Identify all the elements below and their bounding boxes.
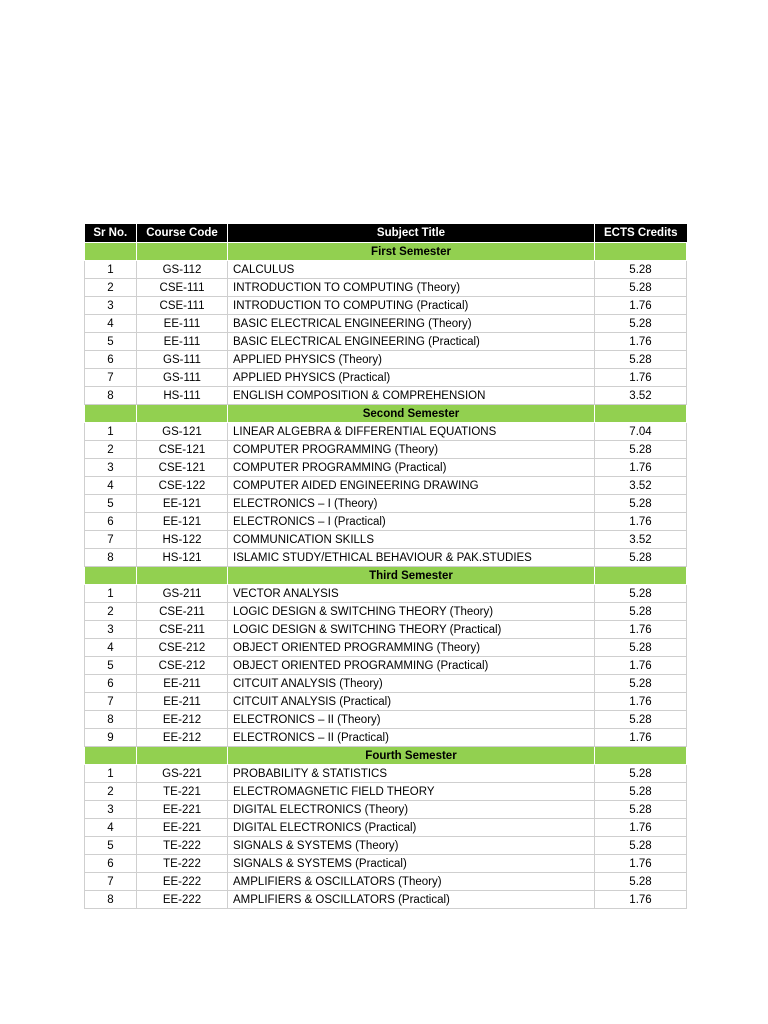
subject-title-cell: VECTOR ANALYSIS	[228, 585, 595, 603]
table-row	[85, 513, 687, 531]
ects-credits-cell: 5.28	[595, 873, 687, 891]
sr-no-cell: 6	[85, 351, 137, 369]
sr-no-cell: 6	[85, 855, 137, 873]
semester-blank-cell	[85, 567, 137, 585]
ects-credits-cell: 5.28	[595, 279, 687, 297]
ects-credits-cell: 1.76	[595, 693, 687, 711]
ects-credits-cell: 5.28	[595, 351, 687, 369]
course-code-cell: HS-121	[137, 549, 228, 567]
subject-title-cell: AMPLIFIERS & OSCILLATORS (Theory)	[228, 873, 595, 891]
table-row	[85, 711, 687, 729]
course-code-cell: EE-221	[137, 801, 228, 819]
course-code-cell: TE-222	[137, 837, 228, 855]
subject-title-cell: ELECTRONICS – II (Theory)	[228, 711, 595, 729]
course-code-cell: CSE-122	[137, 477, 228, 495]
table-row	[85, 297, 687, 315]
table-row	[85, 279, 687, 297]
ects-credits-cell: 1.76	[595, 333, 687, 351]
semester-blank-cell	[595, 567, 687, 585]
semester-blank-cell	[595, 243, 687, 261]
course-code-cell: CSE-211	[137, 621, 228, 639]
course-code-cell: CSE-121	[137, 459, 228, 477]
ects-credits-cell: 5.28	[595, 495, 687, 513]
subject-title-cell: ELECTRONICS – II (Practical)	[228, 729, 595, 747]
sr-no-cell: 8	[85, 711, 137, 729]
sr-no-cell: 2	[85, 603, 137, 621]
table-row	[85, 693, 687, 711]
sr-no-cell: 7	[85, 369, 137, 387]
semester-title: First Semester	[228, 243, 595, 261]
semester-blank-cell	[595, 405, 687, 423]
table-row	[85, 675, 687, 693]
table-row	[85, 729, 687, 747]
course-code-cell: TE-221	[137, 783, 228, 801]
course-code-cell: CSE-121	[137, 441, 228, 459]
table-row	[85, 657, 687, 675]
semester-title: Fourth Semester	[228, 747, 595, 765]
course-code-cell: EE-211	[137, 693, 228, 711]
course-code-cell: EE-221	[137, 819, 228, 837]
sr-no-cell: 6	[85, 675, 137, 693]
sr-no-cell: 1	[85, 585, 137, 603]
sr-no-cell: 1	[85, 261, 137, 279]
course-code-cell: EE-212	[137, 711, 228, 729]
ects-credits-cell: 1.76	[595, 819, 687, 837]
table-row	[85, 891, 687, 909]
course-code-cell: EE-211	[137, 675, 228, 693]
sr-no-cell: 9	[85, 729, 137, 747]
ects-credits-cell: 1.76	[595, 729, 687, 747]
sr-no-cell: 2	[85, 441, 137, 459]
subject-title-cell: COMPUTER AIDED ENGINEERING DRAWING	[228, 477, 595, 495]
semester-blank-cell	[137, 243, 228, 261]
ects-credits-cell: 3.52	[595, 387, 687, 405]
ects-credits-cell: 1.76	[595, 891, 687, 909]
subject-title-cell: CITCUIT ANALYSIS (Practical)	[228, 693, 595, 711]
course-code-cell: HS-111	[137, 387, 228, 405]
course-code-cell: GS-112	[137, 261, 228, 279]
table-row	[85, 459, 687, 477]
ects-credits-cell: 5.28	[595, 261, 687, 279]
table-row	[85, 819, 687, 837]
table-row	[85, 549, 687, 567]
table-row	[85, 423, 687, 441]
ects-credits-cell: 1.76	[595, 855, 687, 873]
subject-title-cell: LOGIC DESIGN & SWITCHING THEORY (Theory)	[228, 603, 595, 621]
table-row	[85, 477, 687, 495]
ects-credits-cell: 1.76	[595, 621, 687, 639]
sr-no-cell: 2	[85, 279, 137, 297]
subject-title-cell: APPLIED PHYSICS (Practical)	[228, 369, 595, 387]
course-code-cell: CSE-111	[137, 297, 228, 315]
semester-heading-row	[85, 405, 687, 423]
ects-credits-cell: 5.28	[595, 711, 687, 729]
course-code-cell: CSE-211	[137, 603, 228, 621]
header-ects-credits: ECTS Credits	[595, 224, 687, 243]
header-course-code: Course Code	[137, 224, 228, 243]
subject-title-cell: BASIC ELECTRICAL ENGINEERING (Theory)	[228, 315, 595, 333]
subject-title-cell: CITCUIT ANALYSIS (Theory)	[228, 675, 595, 693]
subject-title-cell: LOGIC DESIGN & SWITCHING THEORY (Practical)	[228, 621, 595, 639]
subject-title-cell: INTRODUCTION TO COMPUTING (Theory)	[228, 279, 595, 297]
ects-credits-cell: 1.76	[595, 459, 687, 477]
sr-no-cell: 5	[85, 333, 137, 351]
table-header	[85, 224, 687, 243]
sr-no-cell: 4	[85, 315, 137, 333]
header-sr-no: Sr No.	[85, 224, 137, 243]
course-code-cell: EE-212	[137, 729, 228, 747]
ects-credits-cell: 5.28	[595, 675, 687, 693]
sr-no-cell: 8	[85, 387, 137, 405]
ects-credits-cell: 5.28	[595, 783, 687, 801]
sr-no-cell: 5	[85, 495, 137, 513]
ects-credits-cell: 5.28	[595, 765, 687, 783]
sr-no-cell: 2	[85, 783, 137, 801]
semester-blank-cell	[85, 747, 137, 765]
semester-blank-cell	[137, 747, 228, 765]
table-row	[85, 837, 687, 855]
table-row	[85, 603, 687, 621]
semester-blank-cell	[137, 567, 228, 585]
ects-credits-cell: 5.28	[595, 549, 687, 567]
semester-heading-row	[85, 567, 687, 585]
course-code-cell: EE-121	[137, 495, 228, 513]
semester-blank-cell	[85, 405, 137, 423]
subject-title-cell: ELECTRONICS – I (Theory)	[228, 495, 595, 513]
subject-title-cell: AMPLIFIERS & OSCILLATORS (Practical)	[228, 891, 595, 909]
sr-no-cell: 5	[85, 837, 137, 855]
course-code-cell: GS-121	[137, 423, 228, 441]
sr-no-cell: 1	[85, 423, 137, 441]
ects-credits-cell: 5.28	[595, 837, 687, 855]
course-code-cell: GS-221	[137, 765, 228, 783]
ects-credits-cell: 5.28	[595, 801, 687, 819]
table-row	[85, 387, 687, 405]
sr-no-cell: 6	[85, 513, 137, 531]
ects-credits-cell: 5.28	[595, 639, 687, 657]
table-row	[85, 369, 687, 387]
subject-title-cell: COMPUTER PROGRAMMING (Practical)	[228, 459, 595, 477]
course-code-cell: EE-222	[137, 891, 228, 909]
subject-title-cell: SIGNALS & SYSTEMS (Theory)	[228, 837, 595, 855]
table-row	[85, 495, 687, 513]
subject-title-cell: COMMUNICATION SKILLS	[228, 531, 595, 549]
sr-no-cell: 8	[85, 891, 137, 909]
table-row	[85, 351, 687, 369]
sr-no-cell: 1	[85, 765, 137, 783]
subject-title-cell: SIGNALS & SYSTEMS (Practical)	[228, 855, 595, 873]
sr-no-cell: 7	[85, 693, 137, 711]
course-code-cell: EE-111	[137, 333, 228, 351]
semester-blank-cell	[595, 747, 687, 765]
table-row	[85, 531, 687, 549]
ects-credits-cell: 1.76	[595, 657, 687, 675]
table-row	[85, 315, 687, 333]
table-row	[85, 801, 687, 819]
table-row	[85, 783, 687, 801]
subject-title-cell: ELECTRONICS – I (Practical)	[228, 513, 595, 531]
table-row	[85, 261, 687, 279]
table-row	[85, 585, 687, 603]
table-row	[85, 873, 687, 891]
header-subject-title: Subject Title	[228, 224, 595, 243]
course-code-cell: TE-222	[137, 855, 228, 873]
table-row	[85, 765, 687, 783]
subject-title-cell: OBJECT ORIENTED PROGRAMMING (Theory)	[228, 639, 595, 657]
sr-no-cell: 3	[85, 459, 137, 477]
header-row	[85, 224, 687, 243]
ects-credits-cell: 5.28	[595, 315, 687, 333]
course-code-cell: EE-121	[137, 513, 228, 531]
table-body	[85, 243, 687, 909]
table-row	[85, 441, 687, 459]
sr-no-cell: 7	[85, 531, 137, 549]
subject-title-cell: PROBABILITY & STATISTICS	[228, 765, 595, 783]
subject-title-cell: CALCULUS	[228, 261, 595, 279]
ects-credits-cell: 1.76	[595, 369, 687, 387]
sr-no-cell: 7	[85, 873, 137, 891]
ects-credits-cell: 3.52	[595, 477, 687, 495]
sr-no-cell: 8	[85, 549, 137, 567]
table-row	[85, 855, 687, 873]
semester-title: Third Semester	[228, 567, 595, 585]
sr-no-cell: 4	[85, 477, 137, 495]
subject-title-cell: DIGITAL ELECTRONICS (Practical)	[228, 819, 595, 837]
ects-credits-cell: 1.76	[595, 297, 687, 315]
subject-title-cell: BASIC ELECTRICAL ENGINEERING (Practical)	[228, 333, 595, 351]
semester-blank-cell	[137, 405, 228, 423]
table-row	[85, 333, 687, 351]
sr-no-cell: 3	[85, 297, 137, 315]
course-code-cell: GS-111	[137, 369, 228, 387]
semester-blank-cell	[85, 243, 137, 261]
course-code-cell: HS-122	[137, 531, 228, 549]
subject-title-cell: DIGITAL ELECTRONICS (Theory)	[228, 801, 595, 819]
course-code-cell: CSE-111	[137, 279, 228, 297]
course-code-cell: CSE-212	[137, 639, 228, 657]
sr-no-cell: 5	[85, 657, 137, 675]
subject-title-cell: ENGLISH COMPOSITION & COMPREHENSION	[228, 387, 595, 405]
subject-title-cell: INTRODUCTION TO COMPUTING (Practical)	[228, 297, 595, 315]
course-code-cell: EE-111	[137, 315, 228, 333]
sr-no-cell: 3	[85, 801, 137, 819]
course-code-cell: GS-111	[137, 351, 228, 369]
semester-title: Second Semester	[228, 405, 595, 423]
ects-credits-cell: 1.76	[595, 513, 687, 531]
sr-no-cell: 3	[85, 621, 137, 639]
semester-heading-row	[85, 747, 687, 765]
subject-title-cell: APPLIED PHYSICS (Theory)	[228, 351, 595, 369]
table-row	[85, 639, 687, 657]
subject-title-cell: LINEAR ALGEBRA & DIFFERENTIAL EQUATIONS	[228, 423, 595, 441]
subject-title-cell: ELECTROMAGNETIC FIELD THEORY	[228, 783, 595, 801]
course-table	[84, 224, 687, 909]
table-row	[85, 621, 687, 639]
ects-credits-cell: 5.28	[595, 603, 687, 621]
ects-credits-cell: 5.28	[595, 441, 687, 459]
sr-no-cell: 4	[85, 819, 137, 837]
subject-title-cell: ISLAMIC STUDY/ETHICAL BEHAVIOUR & PAK.STUDIES	[228, 549, 595, 567]
ects-credits-cell: 5.28	[595, 585, 687, 603]
ects-credits-cell: 7.04	[595, 423, 687, 441]
subject-title-cell: COMPUTER PROGRAMMING (Theory)	[228, 441, 595, 459]
ects-credits-cell: 3.52	[595, 531, 687, 549]
subject-title-cell: OBJECT ORIENTED PROGRAMMING (Practical)	[228, 657, 595, 675]
sr-no-cell: 4	[85, 639, 137, 657]
course-code-cell: EE-222	[137, 873, 228, 891]
course-code-cell: CSE-212	[137, 657, 228, 675]
semester-heading-row	[85, 243, 687, 261]
course-code-cell: GS-211	[137, 585, 228, 603]
